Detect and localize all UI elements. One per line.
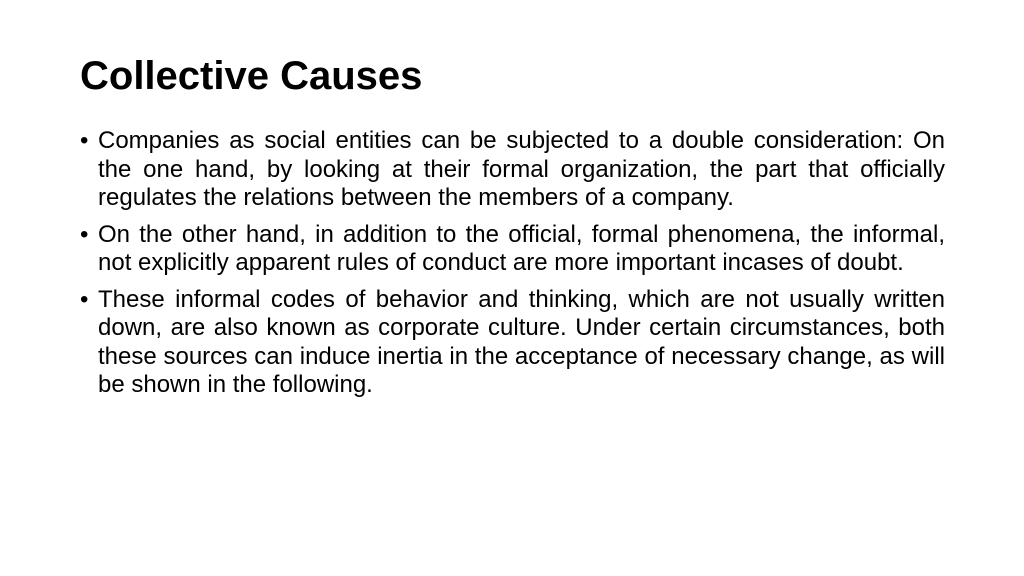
- bullet-text: Companies as social entities can be subjected to a double consideration: On the one hand, by looking at their formal organization, the part that officially regulates the relations between the members of a company.: [98, 127, 945, 211]
- bullet-item: [80, 221, 945, 278]
- bullet-marker: •: [80, 285, 89, 313]
- bullet-marker: •: [80, 127, 89, 154]
- bullet-text: On the other hand, in addition to the official, formal phenomena, the informal, not explicitly apparent rules of conduct are more important incases of doubt.: [98, 220, 945, 276]
- bullet-list: [80, 127, 945, 408]
- bullet-text: These informal codes of behavior and thinking, which are not usually written down, are also known as corporate culture. Under certain circumstances, both these sources can induce inertia in the acceptance of necessary change, as will be shown in the following.: [98, 285, 945, 398]
- bullet-item: [80, 286, 945, 400]
- bullet-marker: •: [80, 220, 89, 248]
- bullet-item: [80, 127, 945, 213]
- slide-title: Collective Causes: [80, 54, 423, 98]
